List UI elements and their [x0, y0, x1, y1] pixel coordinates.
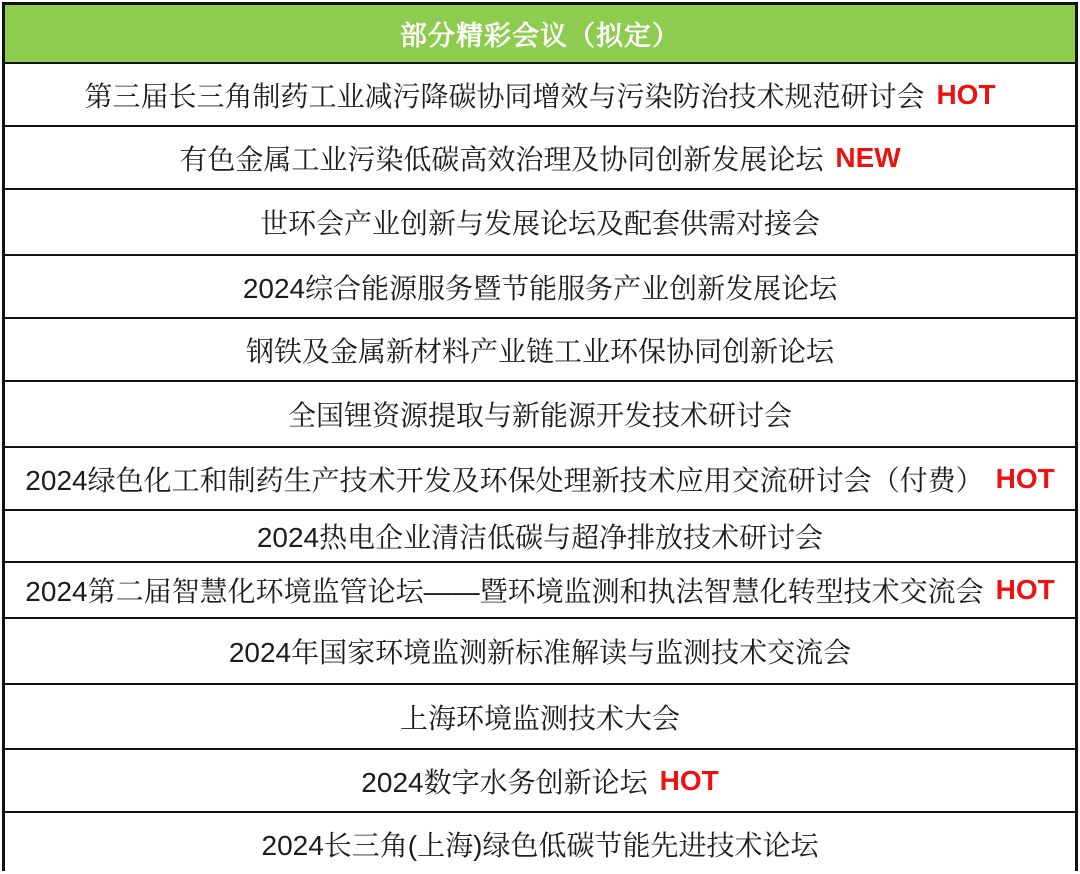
conference-row — [5, 750, 1075, 813]
conference-row — [5, 127, 1075, 190]
conference-row — [5, 319, 1075, 382]
conference-row — [5, 511, 1075, 563]
conference-row — [5, 190, 1075, 256]
conference-row — [5, 382, 1075, 448]
conference-title: 全国锂资源提取与新能源开发技术研讨会 — [287, 400, 792, 431]
conference-row — [5, 64, 1075, 127]
conference-title: 2024综合能源服务暨节能服务产业创新发展论坛 — [242, 272, 838, 304]
hot-badge: HOT — [659, 764, 719, 796]
table-header — [5, 5, 1075, 64]
conference-title: 2024年国家环境监测新标准解读与监测技术交流会 — [228, 637, 852, 668]
conference-title: 钢铁及金属新材料产业链工业环保协同创新论坛 — [245, 335, 834, 367]
conference-title: 2024绿色化工和制药生产技术开发及环保处理新技术应用交流研讨会（付费） — [25, 464, 984, 496]
conference-title: 有色金属工业污染低碳高效治理及协同创新发展论坛 — [179, 143, 824, 175]
conference-row — [5, 563, 1075, 619]
conference-row — [5, 813, 1075, 874]
conference-row — [5, 619, 1075, 685]
table-header-title: 部分精彩会议（拟定） — [400, 21, 680, 51]
conference-title: 第三届长三角制药工业减污降碳协同增效与污染防治技术规范研讨会 — [84, 80, 925, 112]
conference-title: 2024热电企业清洁低碳与超净排放技术研讨会 — [256, 522, 824, 553]
hot-badge: HOT — [936, 78, 996, 110]
conference-title: 2024长三角(上海)绿色低碳节能先进技术论坛 — [261, 829, 819, 861]
conference-row — [5, 448, 1075, 511]
conference-title: 上海环境监测技术大会 — [399, 702, 680, 734]
conference-table — [2, 2, 1078, 871]
conference-row — [5, 685, 1075, 750]
hot-badge: HOT — [995, 462, 1055, 494]
hot-badge: HOT — [995, 574, 1055, 605]
conference-title: 2024第二届智慧化环境监管论坛——暨环境监测和执法智慧化转型技术交流会 — [25, 576, 984, 607]
conference-title: 世环会产业创新与发展论坛及配套供需对接会 — [259, 208, 820, 239]
conference-title: 2024数字水务创新论坛 — [361, 766, 648, 798]
new-badge: NEW — [835, 141, 901, 173]
conference-row — [5, 256, 1075, 319]
